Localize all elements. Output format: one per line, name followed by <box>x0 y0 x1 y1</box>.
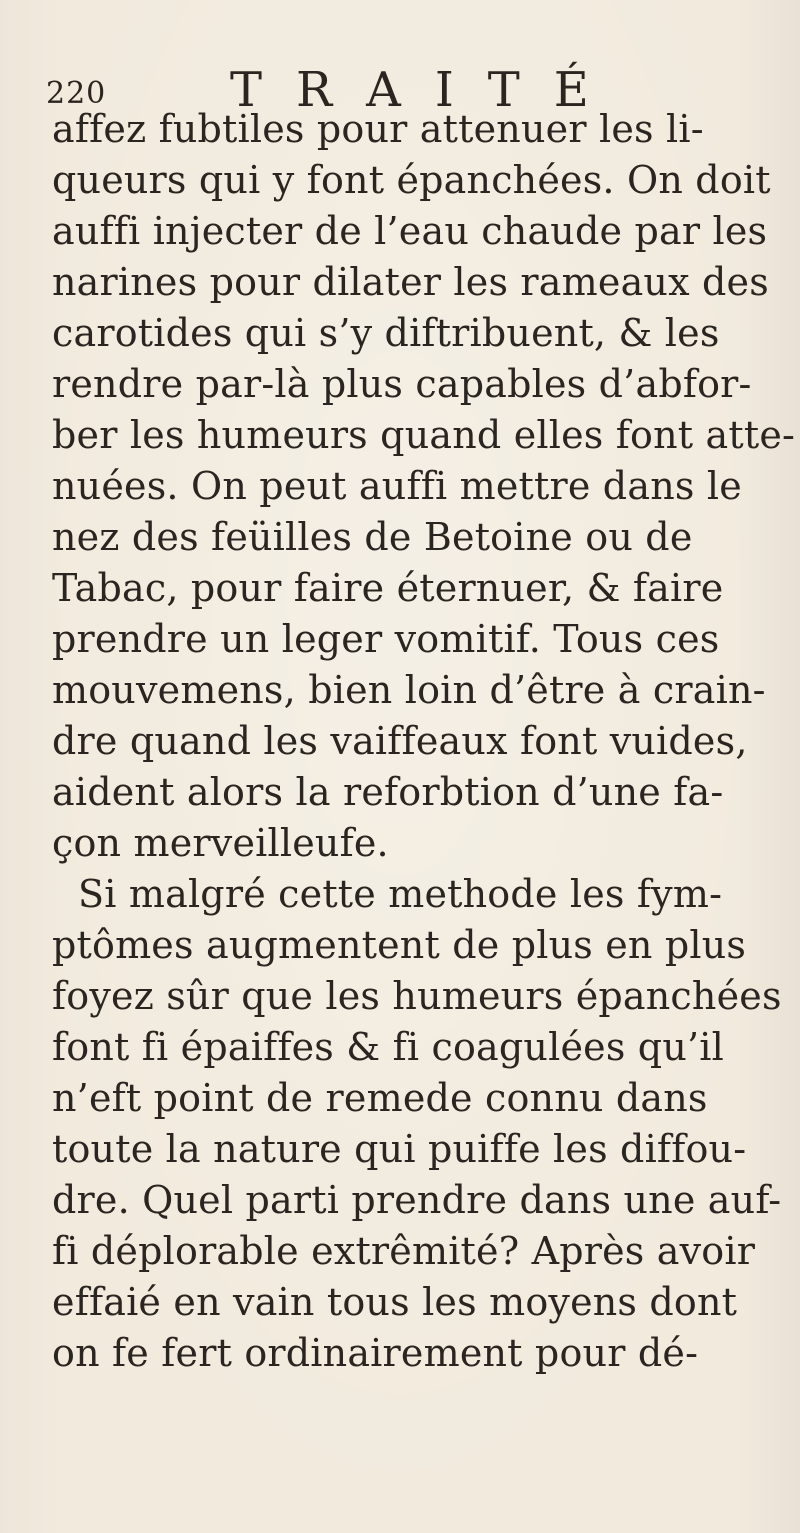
text-line: mouvemens, bien loin d’être à crain- <box>52 668 766 712</box>
text-line: prendre un leger vomitif. Tous ces <box>52 617 720 661</box>
text-line: auffi injecter de l’eau chaude par les <box>52 209 768 253</box>
text-line: nuées. On peut auffi mettre dans le <box>52 464 742 508</box>
text-line: rendre par-là plus capables d’abfor- <box>52 362 752 406</box>
text-line: dre quand les vaiffeaux font vuides, <box>52 719 748 763</box>
text-line: queurs qui y font épanchées. On doit <box>52 158 771 202</box>
text-line: narines pour dilater les rameaux des <box>52 260 769 304</box>
text-line: Tabac, pour faire éternuer, & faire <box>52 566 724 610</box>
text-line: affez fubtiles pour attenuer les li- <box>52 107 704 151</box>
text-line: dre. Quel parti prendre dans une auf- <box>52 1178 782 1222</box>
text-line: ber les humeurs quand elles font atte- <box>52 413 796 457</box>
text-line: fi déplorable extrêmité? Après avoir <box>52 1229 756 1273</box>
page-number: 220 <box>46 76 107 111</box>
body-text <box>52 104 796 1379</box>
text-line: aident alors la reforbtion d’une fa- <box>52 770 724 814</box>
text-line: effaié en vain tous les moyens dont <box>52 1280 738 1324</box>
text-line: n’eft point de remede connu dans <box>52 1076 708 1120</box>
text-line: toute la nature qui puiffe les diffou- <box>52 1127 747 1171</box>
running-title: TRAITÉ <box>230 62 623 118</box>
text-line: carotides qui s’y diftribuent, & les <box>52 311 720 355</box>
text-line: font fi épaiffes & fi coagulées qu’il <box>52 1025 724 1069</box>
text-line: foyez sûr que les humeurs épanchées <box>52 974 782 1018</box>
text-line: on fe fert ordinairement pour dé- <box>52 1331 699 1375</box>
text-line: ptômes augmentent de plus en plus <box>52 923 747 967</box>
text-line: çon merveilleufe. <box>52 821 389 865</box>
paragraph-start-line: Si malgré cette methode les fym- <box>78 872 723 916</box>
text-line: nez des feüilles de Betoine ou de <box>52 515 693 559</box>
